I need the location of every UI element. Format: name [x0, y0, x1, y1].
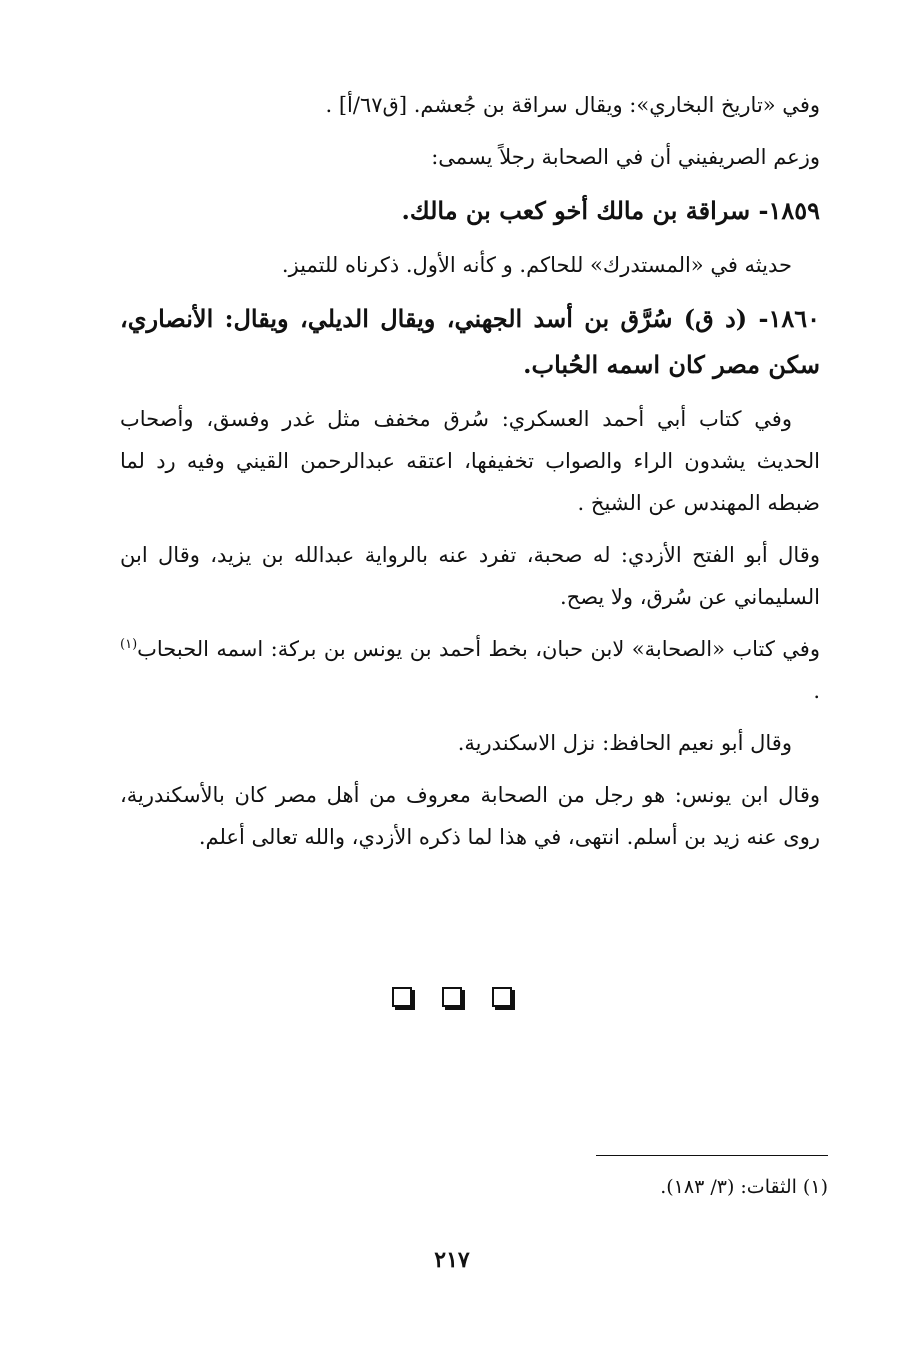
entry-heading: ١٨٦٠- (د ق) سُرَّق بن أسد الجهني، ويقال الديلي، ويقال: الأنصاري، سكن مصر كان اسمه الحُباب.: [120, 304, 820, 379]
footnote-marker[interactable]: (١): [120, 637, 138, 652]
page-number: ٢١٧: [434, 1247, 470, 1273]
square-ornament-icon: [392, 987, 412, 1007]
paragraph: وزعم الصريفيني أن في الصحابة رجلاً يسمى:: [431, 145, 820, 169]
section-separator: [0, 987, 904, 1007]
paragraph: وقال أبو نعيم الحافظ: نزل الاسكندرية.: [457, 731, 792, 755]
footnote: (١) الثقات: (٣/ ١٨٣).: [660, 1176, 828, 1198]
paragraph: وفي «تاريخ البخاري»: ويقال سراقة بن جُعشم. [ق٦٧/أ] .: [325, 93, 820, 117]
square-ornament-icon: [442, 987, 462, 1007]
main-text: [120, 84, 820, 868]
paragraph: وفي كتاب أبي أحمد العسكري: سُرق مخفف مثل غدر وفسق، وأصحاب الحديث يشدون الراء والصواب تخفيفها، اعتقه عبدالرحمن القيني وفيه رد لما ضبطه المهندس عن الشيخ .: [120, 407, 820, 515]
footnote-divider: [596, 1155, 828, 1156]
paragraph: وفي كتاب «الصحابة» لابن حبان، بخط أحمد بن يونس بن بركة: اسمه الحبحاب$^{(١)}$ .: [120, 637, 820, 703]
square-ornament-icon: [492, 987, 512, 1007]
paragraph: وقال أبو الفتح الأزدي: له صحبة، تفرد عنه بالرواية عبدالله بن يزيد، وقال ابن السليماني عن سُرق، ولا يصح.: [120, 543, 820, 609]
paragraph: حديثه في «المستدرك» للحاكم. و كأنه الأول. ذكرناه للتميز.: [281, 253, 792, 277]
paragraph: وقال ابن يونس: هو رجل من الصحابة معروف من أهل مصر كان بالأسكندرية، روى عنه زيد بن أسلم. انتهى، في هذا لما ذكره الأزدي، والله تعالى أعلم.: [120, 783, 820, 849]
entry-heading: ١٨٥٩- سراقة بن مالك أخو كعب بن مالك.: [401, 196, 820, 225]
